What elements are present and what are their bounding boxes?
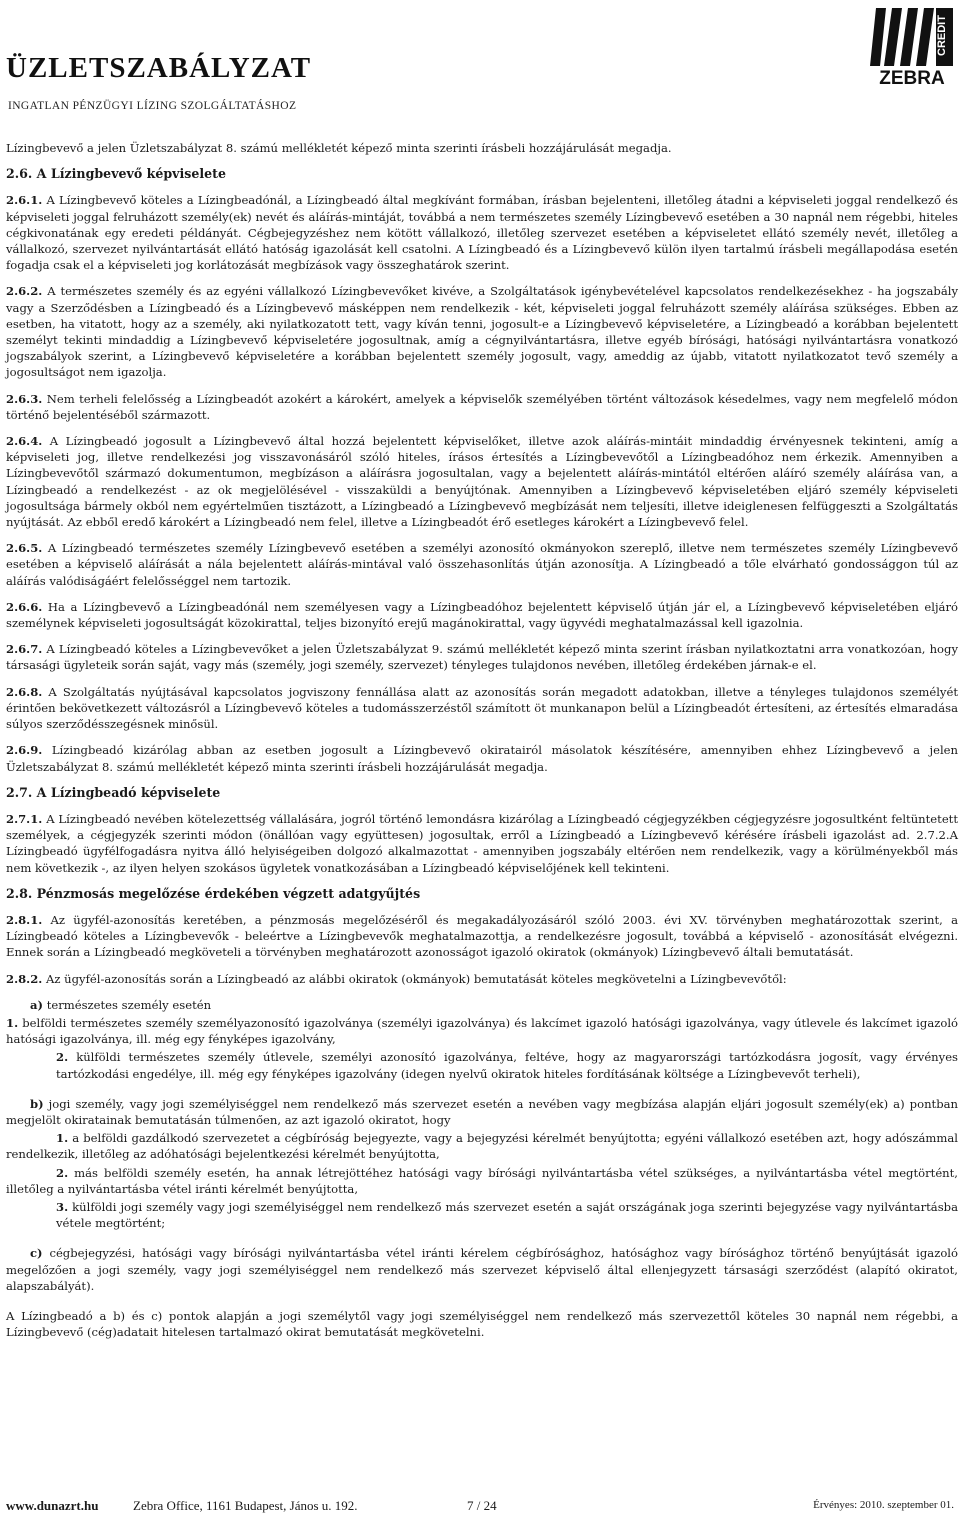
list-item-b bbox=[6, 1096, 958, 1128]
paragraph-number: 2.6.5. bbox=[6, 541, 43, 556]
paragraph-number: 2.6.9. bbox=[6, 743, 43, 758]
paragraph-text: A Lízingbevevő köteles a Lízingbeadónál, a Lízingbeadó által megkívánt formában, írásban bejelenteni, illetőleg átadni a képviseleti joggal rendelkező és képviseleti joggal felruházott személy(ek) nevét és aláírás-mintáját, továbbá a nem természetes személy Lízingbevevő esetében a 30 napnál nem régebbi, hiteles cégkivonatának egy eredeti példányát. Cégbejegyzéshez nem kötött vállalkozó, illetőleg szervezet esetében a képviseletet ellátó személy nevét, illetőleg a vállalkozó, szervezet nyilvántartását ellátó hatóság igazolását kell csatolni. A Lízingbeadó és a Lízingbevevő külön ilyen tartalmú írásbeli megállapodása esetén fogadja csak el a képviseleti jog korlátozását megbízások vagy összeghatárok szerint. bbox=[6, 193, 958, 273]
list-subitem bbox=[6, 1015, 958, 1047]
paragraph-text: A Lízingbeadó köteles a Lízingbevevőket a jelen Üzletszabályzat 9. számú mellékletét képező minta szerint írásban nyilatkoztatni arra vonatkozóan, hogy társasági ügyleteik során saját, vagy más (személy, jogi személy, szervezet) tényleges tulajdonos nevében, illetőleg érdekében járnak-e el. bbox=[6, 642, 959, 673]
list-number: 1. bbox=[6, 1015, 19, 1030]
list-subitem bbox=[56, 1199, 958, 1231]
paragraph-text: A Lízingbeadó jogosult a Lízingbevevő által hozzá bejelentett képviselőket, illetve azok aláírás-mintáit mindaddig érvényesnek tekinteni, amíg a képviseleti jog, illetve rendelkezési jog visszavonásáról szóló hiteles, írásos értesítés a Lízingbevevőtől a Lízingbeadóhoz nem érkezik. Amennyiben a Lízingbevevőtől származó dokumentumon, megbízáson a aláírásra jogosultalan, vagy a bejelentett aláírás-mintától eltérően aláíró személy aláírása van, a Lízingbeadó a rendelkezést - az ok megjelölésével - visszaküldi a benyújtónak. Amennyiben a Lízingbevevő képviseletében eljáró személy képviseleti jogosultsága bármely okból nem egyértelműen tisztázott, a Lízingbeadó a Lízingbevevő megbízását nem teljesíti, illetve ideiglenesen felfüggeszti a Szolgáltatás nyújtását. Az ebből eredő károkért a Lízingbeadó nem felel, illetve a Lízingbeadót érő esetleges károkért a Lízingbevevő felel. bbox=[6, 434, 958, 530]
list-item-c bbox=[6, 1245, 958, 1294]
list-label: b) bbox=[30, 1096, 44, 1111]
paragraph-number: 2.8.2. bbox=[6, 971, 43, 986]
paragraph-number: 2.6.8. bbox=[6, 684, 43, 699]
paragraph-2-8-2 bbox=[6, 971, 958, 987]
paragraph-text: Az ügyfél-azonosítás keretében, a pénzmosás megelőzéséről és megakadályozásáról szóló 2003. évi XV. törvényben meghatározottak szerint, a Lízingbeadó köteles a Lízingbevevők - beleértve a Lízingbevevők meghatalmazottja, a rendelkezésre jogosult, továbbá a képviselő - azonosítását elvégezni. Ennek során a Lízingbeadó megköveteli a törvényben meghatározott azonosságot igazoló okiratok (okmányok) Lízingbevevő általi bemutatását. bbox=[6, 912, 958, 960]
list-text: cégbejegyzési, hatósági vagy bírósági nyilvántartásba vétel iránti kérelem cégbírósághoz, hatósághoz vagy bírósághoz történő benyújtását igazoló megelőzően a jogi személy, vagy jogi személyiséggel nem rendelkező más szervezet képviselő által ellenjegyzett társasági szerződést (alapító okiratot, alapszabályát). bbox=[6, 1246, 958, 1293]
list-text: külföldi természetes személy útlevele, személyi azonosító igazolványa, feltéve, hogy az magyarországi tartózkodásra jogosít, vagy érvényes tartózkodási engedélye, ill. még egy fényképes igazolvány (idegen nyelvű okiratok hiteles fordításának költsége a Lízingbevevőt terheli), bbox=[56, 1050, 959, 1081]
paragraph-number: 2.6.3. bbox=[6, 391, 43, 406]
paragraph-2-6-5 bbox=[6, 540, 958, 589]
paragraph-number: 2.6.6. bbox=[6, 599, 43, 614]
logo-tag-text: CREDIT bbox=[936, 15, 948, 56]
document-body bbox=[6, 140, 958, 1350]
list-subitem bbox=[6, 1165, 958, 1197]
paragraph-number: 2.6.2. bbox=[6, 284, 43, 299]
paragraph-2-6-8 bbox=[6, 684, 958, 733]
paragraph-text: Ha a Lízingbevevő a Lízingbeadónál nem személyesen vagy a Lízingbeadóhoz bejelentett képviselő útján jár el, a Lízingbevevő képviseletében eljáró személynek képviseleti jogosultságát közokirattal, teljes bizonyító erejű magánokirattal, vagy ügyvédi meghatalmazással kell igazolnia. bbox=[6, 599, 958, 631]
paragraph-text: A Lízingbeadó nevében kötelezettség vállalására, jogról történő lemondásra kizárólag a Lízingbeadó cégjegyzékben cégjegyzésre jogosultként feltüntetett személyek, a cégjegyzék szerinti módon (önállóan vagy együttesen) jogosultak, erről a Lízingbeadó a Lízingbevevő kérésére írásbeli igazolást ad. 2.7.2.A Lízingbeadó ügyfélfogadásra nyitva álló helyiségeiben dolgozó alkalmazottat - amennyiben jogszabály eltérően nem rendelkezik, vagy a körülményekből más nem következik -, az ilyen helyen szokásos ügyletek vonatkozásában a Lízingbeadó képviselőjének kell tekinteni. bbox=[6, 811, 959, 875]
paragraph-2-7-1 bbox=[6, 811, 958, 876]
paragraph-number: 2.8.1. bbox=[6, 912, 43, 927]
closing-paragraph: A Lízingbeadó a b) és c) pontok alapján a jogi személytől vagy jogi személyiséggel nem rendelkező más szervezettől köteles 30 napnál nem régebbi, a Lízingbevevő (cég)adatait hitelesen tartalmazó okirat bemutatását megkövetelni. bbox=[6, 1308, 958, 1340]
section-heading-2-6: 2.6. A Lízingbevevő képviselete bbox=[6, 166, 226, 182]
logo-brand-text: ZEBRA bbox=[879, 68, 945, 88]
paragraph-number: 2.6.1. bbox=[6, 193, 43, 208]
paragraph-text: Az ügyfél-azonosítás során a Lízingbeadó az alábbi okiratok (okmányok) bemutatását köteles megkövetelni a Lízingbevevőtől: bbox=[46, 971, 787, 986]
paragraph-text: A természetes személy és az egyéni vállalkozó Lízingbevevőket kivéve, a Szolgáltatások igénybevételével kapcsolatos rendelkezésekhez - ha jogszabály vagy a Szerződésben a Lízingbeadó és a Lízingbevevő másképpen nem rendelkezik - két, képviseleti joggal felruházott személy aláírása szükséges. Ebben az esetben, ha vitatott, hogy az a személy, aki nyilatkozatott tett, vagy kíván tenni, jogosult-e a Lízingbevevő képviseletére, a Lízingbeadó a korábban bejelentett személyt tekinti mindaddig a Lízingbevevő képviseletére jogosultnak, amíg a cégnyilvántartásra, illetve egyéb bírósági, hatósági nyilvántartásra vonatkozó jogszabályok szerint, a Lízingbevevő képviseletére a korábban bejelentett személy jogosult, vagy, ameddig az újabb, vitatott nyilatkozatot tevő személy a jogosultságot nem igazolja. bbox=[6, 284, 959, 380]
list-text: jogi személy, vagy jogi személyiséggel nem rendelkező más szervezet esetén a nevében vagy megbízása alapján eljári jogosult személy(ek) a) pontban megjelölt okiratainak bemutatásán túlmenően, az azt igazoló okiratot, hogy bbox=[6, 1096, 958, 1127]
list-text: más belföldi személy esetén, ha annak létrejöttéhez hatósági vagy bírósági nyilvántartásba vétel szükséges, a nyilvántartásba vétel megtörtént, illetőleg a nyilvántartásba vétel iránti kérelmét benyújtotta, bbox=[6, 1165, 958, 1196]
paragraph-2-6-2 bbox=[6, 283, 958, 380]
list-number: 1. bbox=[56, 1131, 69, 1146]
page-footer bbox=[0, 1498, 960, 1518]
list-number: 2. bbox=[56, 1050, 69, 1065]
list-number: 3. bbox=[56, 1199, 69, 1214]
list-subitem bbox=[6, 1130, 958, 1162]
list-text: a belföldi gazdálkodó szervezetet a cégbíróság bejegyezte, vagy a bejegyzési kérelmét benyújtotta; egyéni vállalkozó esetében azt, hogy adószámmal rendelkezik, illetőleg az adóhatósági bejelentkezési kérelmét benyújtotta, bbox=[6, 1131, 958, 1162]
footer-website-link[interactable]: www.dunazrt.hu bbox=[6, 1498, 99, 1513]
paragraph-text: Lízingbeadó kizárólag abban az esetben jogosult a Lízingbevevő okiratairól másolatok készítésére, amennyiben ehhez Lízingbevevő a jelen Üzletszabályzat 8. számú mellékletét képező minta szerinti írásbeli hozzájárulását megadja. bbox=[6, 743, 958, 774]
validity-date: Érvényes: 2010. szeptember 01. bbox=[813, 1499, 954, 1511]
list-label: a) bbox=[30, 997, 43, 1012]
page-header bbox=[0, 0, 960, 120]
list-item-a bbox=[6, 997, 958, 1013]
list-label: c) bbox=[30, 1246, 43, 1261]
page-number: 7 / 24 bbox=[467, 1498, 497, 1513]
paragraph-2-6-6 bbox=[6, 599, 958, 631]
document-subtitle: INGATLAN PÉNZÜGYI LÍZING SZOLGÁLTATÁSHOZ bbox=[8, 100, 297, 112]
paragraph-text: A Lízingbeadó természetes személy Lízingbevevő esetében a személyi azonosító okmányokon szereplő, illetve nem természetes személy Lízingbevevő esetében a képviselő aláírását a nála bejelentett aláírás-mintával való összehasonlítás útján azonosítja. A Lízingbeadó a tőle elvárható gondossággon túl az aláírás valódiságáért felelősséggel nem tartozik. bbox=[6, 541, 959, 588]
list-text: természetes személy esetén bbox=[46, 997, 212, 1012]
zebra-credit-logo bbox=[870, 4, 954, 88]
paragraph-2-6-3 bbox=[6, 391, 958, 423]
list-subitem bbox=[56, 1049, 958, 1081]
paragraph-text: Nem terheli felelősség a Lízingbeadót azokért a károkért, amelyek a képviselők személyében történt változások késedelmes, vagy nem megfelelő módon történő bejelentéséből származott. bbox=[6, 391, 959, 422]
section-heading-2-8: 2.8. Pénzmosás megelőzése érdekében végzett adatgyűjtés bbox=[6, 885, 421, 901]
list-number: 2. bbox=[56, 1165, 69, 1180]
paragraph-number: 2.7.1. bbox=[6, 811, 43, 826]
paragraph-2-8-1 bbox=[6, 912, 958, 961]
paragraph-number: 2.6.4. bbox=[6, 434, 43, 449]
paragraph-text: A Szolgáltatás nyújtásával kapcsolatos jogviszony fennállása alatt az azonosítás során megadott adatokban, illetve a tényleges tulajdonos személyét érintően bekövetkezett változásról a Lízingbevevő köteles a tudomásszerzéstől számított öt munkanapon belül a Lízingbeadót értesíteni, az értesítés elmaradása súlyos szerződésszegésnek minősül. bbox=[6, 684, 959, 732]
section-heading-2-7: 2.7. A Lízingbeadó képviselete bbox=[6, 784, 221, 800]
document-title: ÜZLETSZABÁLYZAT bbox=[6, 52, 312, 84]
paragraph-2-6-9 bbox=[6, 742, 958, 774]
footer-address: Zebra Office, 1161 Budapest, János u. 192. bbox=[133, 1498, 358, 1513]
intro-paragraph: Lízingbevevő a jelen Üzletszabályzat 8. számú mellékletét képező minta szerinti írásbeli hozzájárulását megadja. bbox=[6, 141, 672, 155]
paragraph-number: 2.6.7. bbox=[6, 642, 43, 657]
list-text: belföldi természetes személy személyazonosító igazolványa (személyi igazolványa) és lakcímet igazoló hatósági igazolványa, vagy útlevele és lakcímet igazoló hatósági igazolványa, ill. még egy fényképes igazolvány, bbox=[6, 1015, 959, 1047]
paragraph-2-6-1 bbox=[6, 192, 958, 273]
paragraph-2-6-7 bbox=[6, 641, 958, 673]
paragraph-2-6-4 bbox=[6, 433, 958, 530]
list-text: külföldi jogi személy vagy jogi személyiséggel nem rendelkező más szervezet esetén a saját országának joga szerinti bejegyzése vagy nyilvántartásba vétele megtörtént; bbox=[56, 1199, 958, 1231]
